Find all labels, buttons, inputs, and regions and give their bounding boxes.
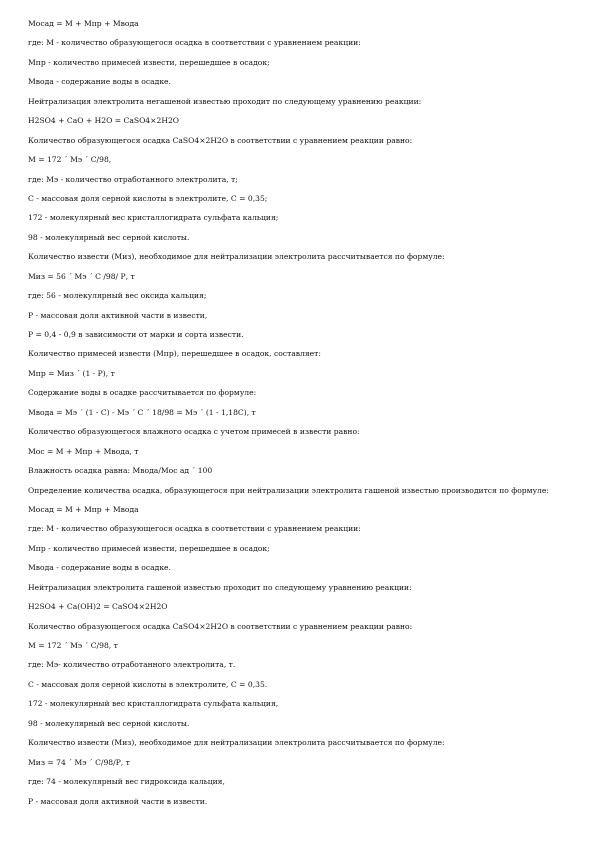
text-line: Количество извести (Миз), необходимое для нейтрализации электролита рассчитывается по формуле: — [28, 252, 445, 262]
text-line: 172 - молекулярный вес кристаллогидрата сульфата кальция, — [28, 699, 279, 709]
text-line: Определение количества осадка, образующегося при нейтрализации электролита гашеной известью производится по формуле: — [28, 485, 549, 495]
text-line: Р = 0,4 - 0,9 в зависимости от марки и сорта извести. — [28, 330, 244, 339]
formula-line: Мосад = М + Мпр + Мвода — [28, 504, 139, 514]
text-line: 98 - молекулярный вес серной кислоты. — [28, 718, 190, 728]
text-line: Количество образующегося влажного осадка с учетом примесей в извести равно: — [28, 427, 360, 437]
text-line: Количество образующегося осадка CaSO4×2H2O в соответствии с уравнением реакции равно: — [28, 135, 413, 145]
text-line: С - массовая доля серной кислоты в электролите, С = 0,35. — [28, 679, 268, 689]
text-line: С - массовая доля серной кислоты в электролите, С = 0,35; — [28, 193, 268, 203]
text-line: Р - массовая доля активной части в извести, — [28, 310, 208, 320]
text-line: где: 74 - молекулярный вес гидроксида кальция, — [28, 777, 225, 787]
formula-line: Миз = 74 ´ Мэ ´ С/98/Р, т — [28, 757, 130, 767]
text-line: Количество извести (Миз), необходимое для нейтрализации электролита рассчитывается по формуле: — [28, 738, 445, 748]
text-line: где: Мэ- количество отработанного электролита, т. — [28, 660, 236, 670]
formula-line: H2SO4 + Ca(OH)2 = CaSO4×2H2O — [28, 602, 168, 612]
formula-line: H2SO4 + CaO + H2O = CaSO4×2H2O — [28, 116, 179, 126]
text-line: Мвода - содержание воды в осадке. — [28, 563, 171, 573]
text-line: Нейтрализация электролита гашеной известью проходит по следующему уравнению реакции: — [28, 582, 412, 592]
formula-line: Миз = 56 ´ Мэ ´ С /98/ Р, т — [28, 271, 135, 281]
formula-line: М = 172 ´ Мэ ´ С/98, — [28, 155, 112, 165]
text-line: где: 56 - молекулярный вес оксида кальция; — [28, 291, 207, 301]
text-line: Мпр - количество примесей извести, перешедшее в осадок; — [28, 543, 270, 553]
formula-line: Мос = М + Мпр + Мвода, т — [28, 446, 139, 456]
text-line: Нейтрализация электролита негашеной известью проходит по следующему уравнению реакции: — [28, 96, 422, 106]
formula-line: Мвода = Мэ ´ (1 - С) - Мэ ´ С ´ 18/98 = Мэ ´ (1 - 1,18С), т — [28, 407, 256, 417]
formula-line: М = 172 ´ Мэ ´ С/98, т — [28, 641, 118, 650]
text-line: где: М - количество образующегося осадка в соответствии с уравнением реакции: — [28, 38, 361, 48]
text-line: Мвода - содержание воды в осадке. — [28, 77, 171, 87]
text-line: Количество примесей извести (Мпр), перешедшее в осадок, составляет: — [28, 349, 321, 359]
formula-line: Мосад = М + Мпр + Мвода — [28, 19, 139, 28]
text-line: 172 - молекулярный вес кристаллогидрата сульфата кальция; — [28, 213, 279, 223]
document-body — [28, 14, 578, 811]
text-line: Мпр - количество примесей извести, перешедшее в осадок; — [28, 57, 270, 67]
text-line: 98 - молекулярный вес серной кислоты. — [28, 232, 190, 242]
text-line: Влажность осадка равна: Мвода/Мос ад ´ 100 — [28, 466, 213, 476]
text-line: Количество образующегося осадка CaSO4×2H2O в соответствии с уравнением реакции равно: — [28, 621, 413, 631]
text-line: где: М - количество образующегося осадка в соответствии с уравнением реакции: — [28, 524, 361, 534]
text-line: Содержание воды в осадке рассчитывается по формуле: — [28, 388, 257, 398]
text-line: где: Мэ - количество отработанного электролита, т; — [28, 174, 238, 184]
text-line: Р - массовая доля активной части в извести. — [28, 796, 208, 806]
formula-line: Мпр = Миз ´ (1 - Р), т — [28, 368, 115, 378]
